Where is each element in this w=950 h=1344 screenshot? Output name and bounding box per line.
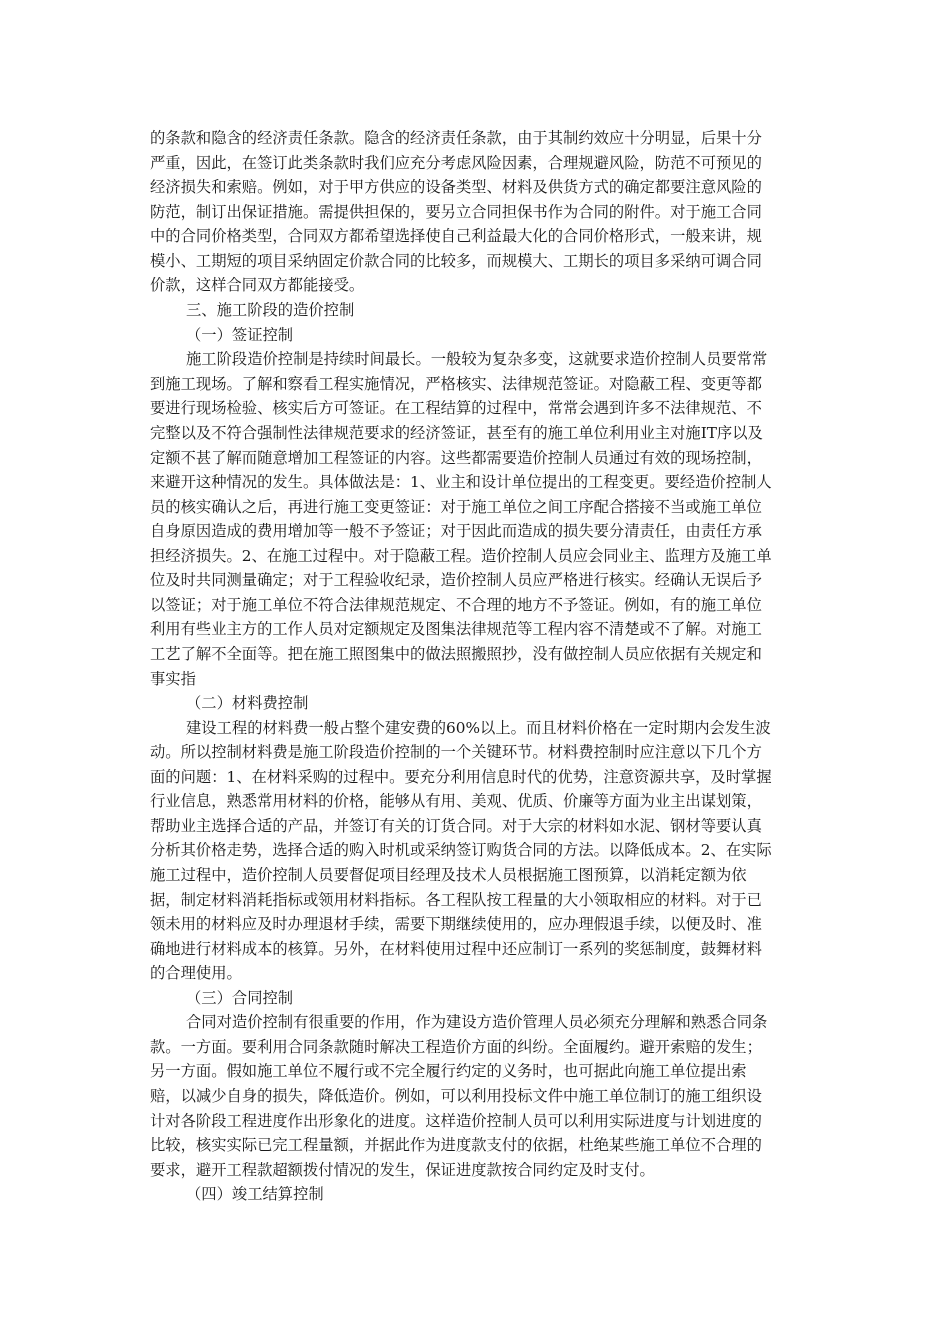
paragraph-line: 领未用的材料应及时办理退材手续，需要下期继续使用的，应办理假退手续，以便及时、准 bbox=[150, 915, 762, 933]
paragraph-line: 到施工现场。了解和察看工程实施情况，严格核实、法律规范签证。对隐蔽工程、变更等都 bbox=[150, 375, 762, 393]
paragraph-line: 据，制定材料消耗指标或领用材料指标。各工程队按工程量的大小领取相应的材料。对于已 bbox=[150, 891, 762, 909]
subsection-heading: （二）材料费控制 bbox=[186, 694, 309, 712]
paragraph-line: 要求，避开工程款超额拨付情况的发生，保证进度款按合同约定及时支付。 bbox=[150, 1161, 655, 1179]
paragraph-line: 赔，以减少自身的损失，降低造价。例如，可以利用投标文件中施工单位制订的施工组织设 bbox=[150, 1087, 762, 1105]
subsection-heading: （三）合同控制 bbox=[186, 989, 294, 1007]
paragraph-line: 计对各阶段工程进度作出形象化的进度。这样造价控制人员可以利用实际进度与计划进度的 bbox=[150, 1112, 762, 1130]
paragraph-line: 经济损失和索赔。例如，对于甲方供应的设备类型、材料及供货方式的确定都要注意风险的 bbox=[150, 178, 762, 196]
paragraph-line: 定额不甚了解而随意增加工程签证的内容。这些都需要造价控制人员通过有效的现场控制， bbox=[150, 449, 762, 467]
section-heading: 三、施工阶段的造价控制 bbox=[186, 301, 355, 319]
paragraph-line: 来避开这种情况的发生。具体做法是：1、业主和设计单位提出的工程变更。要经造价控制人 bbox=[150, 473, 772, 491]
subsection-heading: （四）竣工结算控制 bbox=[186, 1185, 324, 1203]
subsection-heading: （一）签证控制 bbox=[186, 326, 294, 344]
paragraph-line: 施工过程中，造价控制人员要督促项目经理及技术人员根据施工图预算，以消耗定额为依 bbox=[150, 866, 747, 884]
paragraph-line: 动。所以控制材料费是施工阶段造价控制的一个关键环节。材料费控制时应注意以下几个方 bbox=[150, 743, 762, 761]
paragraph-line: 利用有些业主方的工作人员对定额规定及图集法律规范等工程内容不清楚或不了解。对施工 bbox=[150, 620, 762, 638]
paragraph-line: 另一方面。假如施工单位不履行或不完全履行约定的义务时，也可据此向施工单位提出索 bbox=[150, 1062, 747, 1080]
paragraph-line: 施工阶段造价控制是持续时间最长。一般较为复杂多变，这就要求造价控制人员要常常 bbox=[186, 350, 768, 368]
paragraph-line: 防范，制订出保证措施。需提供担保的，要另立合同担保书作为合同的附件。对于施工合同 bbox=[150, 203, 762, 221]
paragraph-line: 自身原因造成的费用增加等一般不予签证；对于因此而造成的损失要分清责任，由责任方承 bbox=[150, 522, 762, 540]
paragraph-line: 模小、工期短的项目采纳固定价款合同的比较多，而规模大、工期长的项目多采纳可调合同 bbox=[150, 252, 762, 270]
paragraph-line: 比较，核实实际已完工程量额，并据此作为进度款支付的依据，杜绝某些施工单位不合理的 bbox=[150, 1136, 762, 1154]
paragraph-line: 款。一方面。要利用合同条款随时解决工程造价方面的纠纷。全面履约。避开索赔的发生； bbox=[150, 1038, 762, 1056]
paragraph-line: 分析其价格走势，选择合适的购入时机或采纳签订购货合同的方法。以降低成本。2、在实际 bbox=[150, 841, 772, 859]
paragraph-line: 合同对造价控制有很重要的作用，作为建设方造价管理人员必须充分理解和熟悉合同条 bbox=[186, 1013, 768, 1031]
paragraph-line: 帮助业主选择合适的产品，并签订有关的订货合同。对于大宗的材料如水泥、钢材等要认真 bbox=[150, 817, 762, 835]
paragraph-line: 行业信息，熟悉常用材料的价格，能够从有用、美观、优质、价廉等方面为业主出谋划策， bbox=[150, 792, 762, 810]
paragraph-line: 的合理使用。 bbox=[150, 964, 242, 982]
paragraph-line: 价款，这样合同双方都能接受。 bbox=[150, 276, 365, 294]
paragraph-line: 以签证；对于施工单位不符合法律规范规定、不合理的地方不予签证。例如，有的施工单位 bbox=[150, 596, 762, 614]
paragraph-line: 员的核实确认之后，再进行施工变更签证：对于施工单位之间工序配合搭接不当或施工单位 bbox=[150, 498, 762, 516]
paragraph-line: 要进行现场检验、核实后方可签证。在工程结算的过程中，常常会遇到许多不法律规范、不 bbox=[150, 399, 762, 417]
paragraph-line: 建设工程的材料费一般占整个建安费的60%以上。而且材料价格在一定时期内会发生波 bbox=[186, 719, 771, 737]
paragraph-line: 担经济损失。2、在施工过程中。对于隐蔽工程。造价控制人员应会同业主、监理方及施工单 bbox=[150, 547, 772, 565]
paragraph-line: 严重，因此，在签订此类条款时我们应充分考虑风险因素，合理规避风险，防范不可预见的 bbox=[150, 154, 762, 172]
paragraph-line: 面的问题：1、在材料采购的过程中。要充分利用信息时代的优势，注意资源共享，及时掌握 bbox=[150, 768, 772, 786]
paragraph-line: 位及时共同测量确定；对于工程验收纪录，造价控制人员应严格进行核实。经确认无误后予 bbox=[150, 571, 762, 589]
paragraph-line: 事实指 bbox=[150, 670, 196, 688]
paragraph-line: 工艺了解不全面等。把在施工照图集中的做法照搬照抄，没有做控制人员应依据有关规定和 bbox=[150, 645, 762, 663]
paragraph-line: 完整以及不符合强制性法律规范要求的经济签证，甚至有的施工单位利用业主对施IT序以及 bbox=[150, 424, 763, 442]
paragraph-line: 中的合同价格类型，合同双方都希望选择使自己利益最大化的合同价格形式，一般来讲，规 bbox=[150, 227, 762, 245]
paragraph-line: 确地进行材料成本的核算。另外，在材料使用过程中还应制订一系列的奖惩制度，鼓舞材料 bbox=[150, 940, 762, 958]
paragraph-line: 的条款和隐含的经济责任条款。隐含的经济责任条款，由于其制约效应十分明显，后果十分 bbox=[150, 129, 762, 147]
